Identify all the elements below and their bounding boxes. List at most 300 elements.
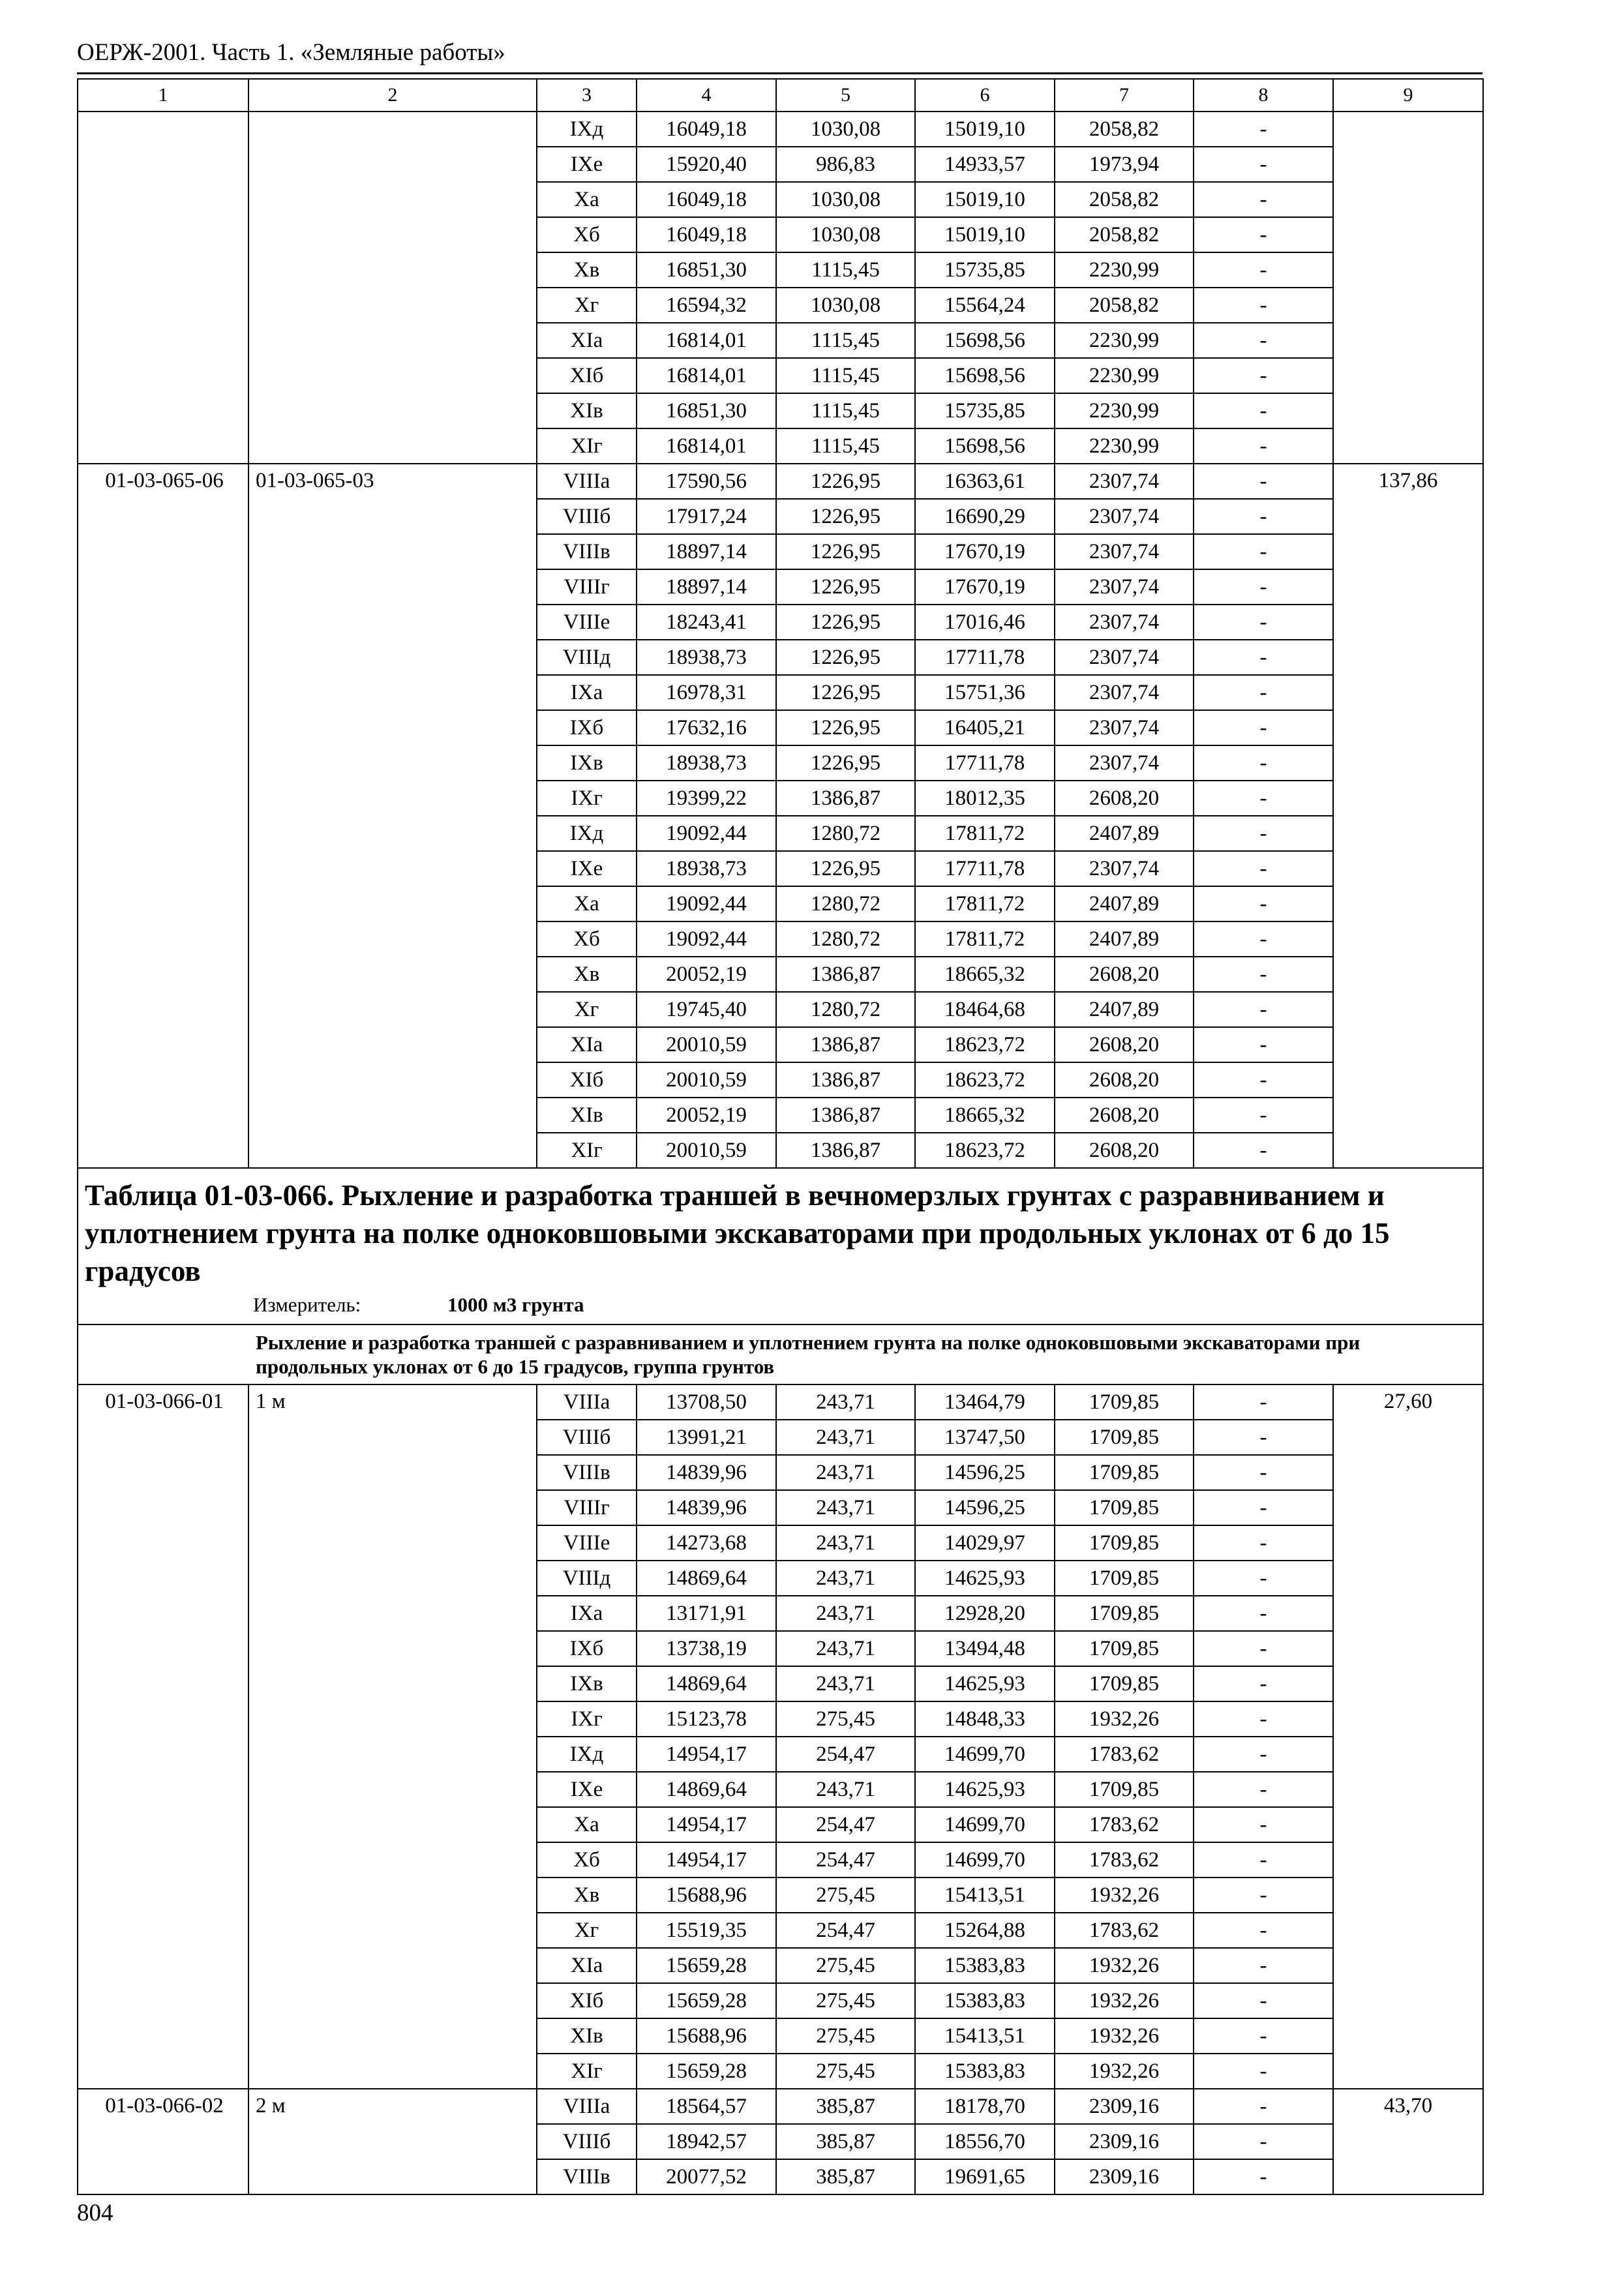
cell-labor-wages: 1226,95 xyxy=(776,499,915,534)
cell-operator-wages: 2058,82 xyxy=(1055,288,1194,323)
cell-name: 2 м xyxy=(248,2089,537,2194)
cell-operator-wages: 1709,85 xyxy=(1055,1631,1194,1666)
cell-labor-wages: 1386,87 xyxy=(776,1098,915,1133)
cell-operator-wages: 2307,74 xyxy=(1055,640,1194,675)
cell-operator-wages: 1709,85 xyxy=(1055,1772,1194,1807)
cell-labor-wages: 243,71 xyxy=(776,1596,915,1631)
cell-labor-wages: 243,71 xyxy=(776,1772,915,1807)
cell-operator-wages: 1932,26 xyxy=(1055,1983,1194,2018)
cell-operator-wages: 2058,82 xyxy=(1055,182,1194,217)
cell-soil-group: IXе xyxy=(537,147,637,182)
cell-operator-wages: 2307,74 xyxy=(1055,745,1194,781)
cell-code: 01-03-066-01 xyxy=(78,1384,248,2089)
cell-operator-wages: 1709,85 xyxy=(1055,1525,1194,1561)
cell-soil-group: XIв xyxy=(537,2018,637,2054)
cell-soil-group: IXб xyxy=(537,1631,637,1666)
cell-operator-wages: 2608,20 xyxy=(1055,1027,1194,1062)
cell-materials: - xyxy=(1194,1983,1333,2018)
table-title-row xyxy=(78,1168,1483,1324)
cell-labor-wages: 1386,87 xyxy=(776,1062,915,1098)
cell-labor-wages: 243,71 xyxy=(776,1490,915,1525)
cell-total-cost: 16814,01 xyxy=(637,428,776,464)
cell-materials: - xyxy=(1194,1913,1333,1948)
cell-materials: - xyxy=(1194,1596,1333,1631)
cell-labor-wages: 1226,95 xyxy=(776,640,915,675)
cell-machine-cost: 14596,25 xyxy=(915,1455,1055,1490)
cell-labor-wages: 1030,08 xyxy=(776,217,915,252)
cell-soil-group: VIIIе xyxy=(537,605,637,640)
cell-machine-cost: 14933,57 xyxy=(915,147,1055,182)
cell-labor-wages: 1280,72 xyxy=(776,992,915,1027)
cell-machine-cost: 17711,78 xyxy=(915,851,1055,886)
cell-labor-wages: 1115,45 xyxy=(776,428,915,464)
unit-line xyxy=(85,1291,1476,1319)
cell-total-cost: 15123,78 xyxy=(637,1701,776,1737)
column-number: 9 xyxy=(1333,79,1483,112)
cell-operator-wages: 1932,26 xyxy=(1055,1878,1194,1913)
cell-labor-wages: 1280,72 xyxy=(776,921,915,957)
cell-operator-wages: 2307,74 xyxy=(1055,851,1194,886)
cell-code: 01-03-066-02 xyxy=(78,2089,248,2194)
cell-name: 1 м xyxy=(248,1384,537,2089)
cell-machine-cost: 15698,56 xyxy=(915,323,1055,358)
cell-machine-cost: 14029,97 xyxy=(915,1525,1055,1561)
cell-labor-wages: 1115,45 xyxy=(776,323,915,358)
cell-operator-wages: 2307,74 xyxy=(1055,464,1194,499)
cell-machine-cost: 18178,70 xyxy=(915,2089,1055,2124)
cell-operator-wages: 2230,99 xyxy=(1055,393,1194,428)
cell-materials: - xyxy=(1194,1455,1333,1490)
cell-soil-group: VIIIд xyxy=(537,640,637,675)
cell-machine-cost: 18464,68 xyxy=(915,992,1055,1027)
cell-total-cost: 15519,35 xyxy=(637,1913,776,1948)
cell-materials: - xyxy=(1194,147,1333,182)
cell-labor-hours xyxy=(1333,112,1483,464)
cell-total-cost: 14273,68 xyxy=(637,1525,776,1561)
cell-operator-wages: 1973,94 xyxy=(1055,147,1194,182)
cell-materials: - xyxy=(1194,2124,1333,2159)
cell-soil-group: XIг xyxy=(537,428,637,464)
cell-materials: - xyxy=(1194,2054,1333,2089)
cell-labor-wages: 1226,95 xyxy=(776,605,915,640)
cell-materials: - xyxy=(1194,1878,1333,1913)
cell-soil-group: VIIIа xyxy=(537,1384,637,1420)
cell-materials: - xyxy=(1194,1098,1333,1133)
cell-machine-cost: 18012,35 xyxy=(915,781,1055,816)
cell-materials: - xyxy=(1194,428,1333,464)
cell-machine-cost: 18623,72 xyxy=(915,1133,1055,1168)
cell-total-cost: 14954,17 xyxy=(637,1737,776,1772)
cell-total-cost: 13708,50 xyxy=(637,1384,776,1420)
cell-labor-wages: 243,71 xyxy=(776,1455,915,1490)
cell-labor-wages: 1386,87 xyxy=(776,1133,915,1168)
cell-soil-group: VIIIд xyxy=(537,1561,637,1596)
cell-labor-hours: 43,70 xyxy=(1333,2089,1483,2194)
cell-labor-wages: 1115,45 xyxy=(776,358,915,393)
cell-labor-wages: 1226,95 xyxy=(776,745,915,781)
cell-total-cost: 15659,28 xyxy=(637,1983,776,2018)
cell-operator-wages: 1709,85 xyxy=(1055,1455,1194,1490)
cell-materials: - xyxy=(1194,2089,1333,2124)
cell-total-cost: 20052,19 xyxy=(637,1098,776,1133)
table-title: Таблица 01-03-066. Рыхление и разработка траншей в вечномерзлых грунтах с разравниванием и уплотнением грунта на полке одноковшовыми экскаваторами при продольных уклонах от 6 до 15 градусов xyxy=(85,1179,1390,1287)
cell-soil-group: Xб xyxy=(537,921,637,957)
cell-machine-cost: 18556,70 xyxy=(915,2124,1055,2159)
cell-machine-cost: 14625,93 xyxy=(915,1772,1055,1807)
cell-soil-group: IXв xyxy=(537,1666,637,1701)
cell-labor-wages: 1226,95 xyxy=(776,710,915,745)
cell-operator-wages: 2230,99 xyxy=(1055,428,1194,464)
cell-labor-wages: 1030,08 xyxy=(776,182,915,217)
cell-labor-wages: 275,45 xyxy=(776,1948,915,1983)
cell-soil-group: VIIIб xyxy=(537,499,637,534)
cell-soil-group: IXг xyxy=(537,1701,637,1737)
cell-materials: - xyxy=(1194,1384,1333,1420)
column-number: 5 xyxy=(776,79,915,112)
cell-machine-cost: 15264,88 xyxy=(915,1913,1055,1948)
cell-total-cost: 20010,59 xyxy=(637,1062,776,1098)
cell-operator-wages: 2307,74 xyxy=(1055,569,1194,605)
cell-name xyxy=(248,112,537,464)
cell-machine-cost: 15019,10 xyxy=(915,112,1055,147)
cell-total-cost: 14869,64 xyxy=(637,1561,776,1596)
cell-machine-cost: 17811,72 xyxy=(915,886,1055,921)
cell-soil-group: IXе xyxy=(537,1772,637,1807)
cell-operator-wages: 2058,82 xyxy=(1055,217,1194,252)
cell-operator-wages: 2309,16 xyxy=(1055,2159,1194,2194)
cell-labor-wages: 1226,95 xyxy=(776,851,915,886)
cell-soil-group: Xа xyxy=(537,886,637,921)
cell-machine-cost: 14625,93 xyxy=(915,1561,1055,1596)
rates-table xyxy=(77,78,1484,2195)
cell-materials: - xyxy=(1194,1842,1333,1878)
cell-machine-cost: 15019,10 xyxy=(915,217,1055,252)
cell-materials: - xyxy=(1194,393,1333,428)
column-number: 6 xyxy=(915,79,1055,112)
cell-total-cost: 13171,91 xyxy=(637,1596,776,1631)
cell-total-cost: 16814,01 xyxy=(637,323,776,358)
cell-machine-cost: 14699,70 xyxy=(915,1807,1055,1842)
cell-labor-wages: 275,45 xyxy=(776,1701,915,1737)
cell-machine-cost: 13747,50 xyxy=(915,1420,1055,1455)
cell-materials: - xyxy=(1194,288,1333,323)
cell-materials: - xyxy=(1194,1027,1333,1062)
cell-operator-wages: 1709,85 xyxy=(1055,1596,1194,1631)
cell-machine-cost: 19691,65 xyxy=(915,2159,1055,2194)
cell-machine-cost: 15735,85 xyxy=(915,393,1055,428)
cell-soil-group: Xб xyxy=(537,217,637,252)
cell-soil-group: XIв xyxy=(537,1098,637,1133)
cell-soil-group: IXг xyxy=(537,781,637,816)
cell-total-cost: 16978,31 xyxy=(637,675,776,710)
cell-operator-wages: 1932,26 xyxy=(1055,2054,1194,2089)
cell-materials: - xyxy=(1194,1737,1333,1772)
cell-machine-cost: 15383,83 xyxy=(915,1948,1055,1983)
cell-materials: - xyxy=(1194,1772,1333,1807)
cell-labor-wages: 385,87 xyxy=(776,2159,915,2194)
cell-operator-wages: 2230,99 xyxy=(1055,323,1194,358)
column-number-row xyxy=(78,79,1483,112)
cell-labor-wages: 243,71 xyxy=(776,1666,915,1701)
cell-operator-wages: 2407,89 xyxy=(1055,886,1194,921)
cell-operator-wages: 2407,89 xyxy=(1055,992,1194,1027)
cell-operator-wages: 1783,62 xyxy=(1055,1737,1194,1772)
cell-machine-cost: 17811,72 xyxy=(915,816,1055,851)
column-number: 3 xyxy=(537,79,637,112)
cell-materials: - xyxy=(1194,1525,1333,1561)
cell-machine-cost: 14848,33 xyxy=(915,1701,1055,1737)
cell-soil-group: IXв xyxy=(537,745,637,781)
cell-total-cost: 16851,30 xyxy=(637,252,776,288)
cell-materials: - xyxy=(1194,182,1333,217)
cell-operator-wages: 2608,20 xyxy=(1055,781,1194,816)
cell-operator-wages: 2307,74 xyxy=(1055,675,1194,710)
cell-soil-group: XIг xyxy=(537,2054,637,2089)
cell-machine-cost: 15383,83 xyxy=(915,1983,1055,2018)
cell-materials: - xyxy=(1194,112,1333,147)
cell-code xyxy=(78,112,248,464)
cell-soil-group: VIIIб xyxy=(537,1420,637,1455)
cell-soil-group: Xв xyxy=(537,252,637,288)
cell-machine-cost: 14596,25 xyxy=(915,1490,1055,1525)
cell-labor-wages: 275,45 xyxy=(776,1878,915,1913)
cell-operator-wages: 2307,74 xyxy=(1055,499,1194,534)
cell-materials: - xyxy=(1194,534,1333,569)
cell-total-cost: 18938,73 xyxy=(637,640,776,675)
cell-materials: - xyxy=(1194,252,1333,288)
cell-operator-wages: 1709,85 xyxy=(1055,1384,1194,1420)
cell-operator-wages: 2608,20 xyxy=(1055,1098,1194,1133)
rates-table-body xyxy=(78,79,1483,2194)
cell-total-cost: 18938,73 xyxy=(637,745,776,781)
cell-materials: - xyxy=(1194,710,1333,745)
cell-soil-group: VIIIг xyxy=(537,1490,637,1525)
cell-labor-wages: 254,47 xyxy=(776,1807,915,1842)
cell-total-cost: 16049,18 xyxy=(637,182,776,217)
cell-total-cost: 14839,96 xyxy=(637,1455,776,1490)
cell-soil-group: IXа xyxy=(537,1596,637,1631)
cell-machine-cost: 14625,93 xyxy=(915,1666,1055,1701)
cell-labor-wages: 1226,95 xyxy=(776,569,915,605)
cell-labor-wages: 254,47 xyxy=(776,1737,915,1772)
cell-labor-wages: 1115,45 xyxy=(776,393,915,428)
cell-operator-wages: 2307,74 xyxy=(1055,710,1194,745)
cell-labor-wages: 243,71 xyxy=(776,1420,915,1455)
cell-machine-cost: 18623,72 xyxy=(915,1062,1055,1098)
cell-total-cost: 16049,18 xyxy=(637,112,776,147)
cell-total-cost: 16814,01 xyxy=(637,358,776,393)
cell-total-cost: 15659,28 xyxy=(637,2054,776,2089)
cell-total-cost: 13738,19 xyxy=(637,1631,776,1666)
cell-total-cost: 18243,41 xyxy=(637,605,776,640)
page-header: ОЕРЖ-2001. Часть 1. «Земляные работы» xyxy=(77,39,505,66)
cell-machine-cost: 13494,48 xyxy=(915,1631,1055,1666)
cell-materials: - xyxy=(1194,1666,1333,1701)
cell-operator-wages: 2608,20 xyxy=(1055,1062,1194,1098)
cell-labor-wages: 1386,87 xyxy=(776,781,915,816)
cell-total-cost: 17632,16 xyxy=(637,710,776,745)
cell-operator-wages: 1932,26 xyxy=(1055,1701,1194,1737)
cell-total-cost: 19745,40 xyxy=(637,992,776,1027)
cell-labor-wages: 254,47 xyxy=(776,1913,915,1948)
cell-machine-cost: 15735,85 xyxy=(915,252,1055,288)
cell-machine-cost: 15383,83 xyxy=(915,2054,1055,2089)
cell-labor-wages: 243,71 xyxy=(776,1631,915,1666)
cell-soil-group: XIв xyxy=(537,393,637,428)
table-row xyxy=(78,1384,1483,1420)
cell-materials: - xyxy=(1194,640,1333,675)
cell-soil-group: IXе xyxy=(537,851,637,886)
cell-operator-wages: 2058,82 xyxy=(1055,112,1194,147)
column-number: 7 xyxy=(1055,79,1194,112)
cell-soil-group: XIб xyxy=(537,1983,637,2018)
cell-materials: - xyxy=(1194,1133,1333,1168)
cell-operator-wages: 2309,16 xyxy=(1055,2089,1194,2124)
cell-labor-wages: 385,87 xyxy=(776,2124,915,2159)
cell-labor-wages: 986,83 xyxy=(776,147,915,182)
cell-machine-cost: 13464,79 xyxy=(915,1384,1055,1420)
cell-soil-group: VIIIб xyxy=(537,2124,637,2159)
cell-materials: - xyxy=(1194,217,1333,252)
cell-materials: - xyxy=(1194,851,1333,886)
cell-labor-wages: 243,71 xyxy=(776,1561,915,1596)
cell-operator-wages: 2407,89 xyxy=(1055,816,1194,851)
cell-labor-wages: 243,71 xyxy=(776,1384,915,1420)
cell-machine-cost: 18665,32 xyxy=(915,1098,1055,1133)
cell-total-cost: 14954,17 xyxy=(637,1807,776,1842)
cell-machine-cost: 15413,51 xyxy=(915,2018,1055,2054)
cell-materials: - xyxy=(1194,1631,1333,1666)
cell-soil-group: Xг xyxy=(537,288,637,323)
cell-soil-group: XIа xyxy=(537,323,637,358)
cell-materials: - xyxy=(1194,605,1333,640)
cell-total-cost: 20010,59 xyxy=(637,1133,776,1168)
table-title-cell xyxy=(78,1168,1483,1324)
cell-total-cost: 16049,18 xyxy=(637,217,776,252)
cell-total-cost: 16851,30 xyxy=(637,393,776,428)
cell-operator-wages: 2307,74 xyxy=(1055,605,1194,640)
unit-value: 1000 м3 грунта xyxy=(447,1293,584,1316)
cell-materials: - xyxy=(1194,569,1333,605)
cell-operator-wages: 1932,26 xyxy=(1055,2018,1194,2054)
subheading-text: Рыхление и разработка траншей с разравниванием и уплотнением грунта на полке одноковшовыми экскаваторами при продольных уклонах от 6 до 15 градусов, группа грунтов xyxy=(256,1331,1361,1378)
cell-materials: - xyxy=(1194,921,1333,957)
cell-total-cost: 18564,57 xyxy=(637,2089,776,2124)
cell-soil-group: Xг xyxy=(537,1913,637,1948)
cell-materials: - xyxy=(1194,2018,1333,2054)
cell-labor-hours: 137,86 xyxy=(1333,464,1483,1168)
cell-machine-cost: 15698,56 xyxy=(915,358,1055,393)
cell-materials: - xyxy=(1194,358,1333,393)
cell-total-cost: 19092,44 xyxy=(637,886,776,921)
cell-code: 01-03-065-06 xyxy=(78,464,248,1168)
table-row xyxy=(78,464,1483,499)
cell-labor-wages: 275,45 xyxy=(776,1983,915,2018)
cell-operator-wages: 2608,20 xyxy=(1055,957,1194,992)
cell-total-cost: 20010,59 xyxy=(637,1027,776,1062)
cell-machine-cost: 16363,61 xyxy=(915,464,1055,499)
subheading-cell xyxy=(78,1324,1483,1384)
cell-soil-group: VIIIг xyxy=(537,569,637,605)
cell-labor-hours: 27,60 xyxy=(1333,1384,1483,2089)
cell-soil-group: Xб xyxy=(537,1842,637,1878)
cell-materials: - xyxy=(1194,957,1333,992)
cell-operator-wages: 1783,62 xyxy=(1055,1842,1194,1878)
cell-machine-cost: 18623,72 xyxy=(915,1027,1055,1062)
cell-operator-wages: 1709,85 xyxy=(1055,1490,1194,1525)
cell-total-cost: 15659,28 xyxy=(637,1948,776,1983)
cell-labor-wages: 1386,87 xyxy=(776,957,915,992)
cell-labor-wages: 1030,08 xyxy=(776,112,915,147)
cell-total-cost: 18897,14 xyxy=(637,534,776,569)
cell-labor-wages: 1280,72 xyxy=(776,886,915,921)
cell-soil-group: VIIIа xyxy=(537,464,637,499)
cell-materials: - xyxy=(1194,464,1333,499)
cell-soil-group: VIIIв xyxy=(537,2159,637,2194)
cell-machine-cost: 15564,24 xyxy=(915,288,1055,323)
cell-operator-wages: 2230,99 xyxy=(1055,358,1194,393)
cell-soil-group: IXд xyxy=(537,1737,637,1772)
cell-total-cost: 18938,73 xyxy=(637,851,776,886)
cell-soil-group: XIа xyxy=(537,1027,637,1062)
cell-labor-wages: 1386,87 xyxy=(776,1027,915,1062)
cell-soil-group: VIIIв xyxy=(537,1455,637,1490)
cell-total-cost: 19092,44 xyxy=(637,921,776,957)
cell-soil-group: IXд xyxy=(537,112,637,147)
cell-materials: - xyxy=(1194,816,1333,851)
cell-soil-group: Xв xyxy=(537,957,637,992)
cell-total-cost: 15688,96 xyxy=(637,2018,776,2054)
cell-operator-wages: 1709,85 xyxy=(1055,1666,1194,1701)
cell-total-cost: 17590,56 xyxy=(637,464,776,499)
cell-machine-cost: 17811,72 xyxy=(915,921,1055,957)
cell-materials: - xyxy=(1194,1807,1333,1842)
cell-operator-wages: 1932,26 xyxy=(1055,1948,1194,1983)
column-number: 8 xyxy=(1194,79,1333,112)
cell-soil-group: Xа xyxy=(537,1807,637,1842)
unit-label: Измеритель: xyxy=(253,1293,361,1316)
cell-total-cost: 19092,44 xyxy=(637,816,776,851)
header-rule xyxy=(77,72,1482,74)
cell-materials: - xyxy=(1194,1561,1333,1596)
cell-soil-group: IXб xyxy=(537,710,637,745)
cell-machine-cost: 17016,46 xyxy=(915,605,1055,640)
cell-machine-cost: 17670,19 xyxy=(915,534,1055,569)
cell-total-cost: 17917,24 xyxy=(637,499,776,534)
cell-materials: - xyxy=(1194,499,1333,534)
cell-operator-wages: 1709,85 xyxy=(1055,1420,1194,1455)
cell-soil-group: Xа xyxy=(537,182,637,217)
table-row xyxy=(78,112,1483,147)
cell-operator-wages: 1709,85 xyxy=(1055,1561,1194,1596)
cell-labor-wages: 385,87 xyxy=(776,2089,915,2124)
cell-total-cost: 15688,96 xyxy=(637,1878,776,1913)
cell-machine-cost: 14699,70 xyxy=(915,1737,1055,1772)
cell-machine-cost: 15751,36 xyxy=(915,675,1055,710)
cell-materials: - xyxy=(1194,1948,1333,1983)
cell-materials: - xyxy=(1194,745,1333,781)
cell-total-cost: 14954,17 xyxy=(637,1842,776,1878)
cell-operator-wages: 2230,99 xyxy=(1055,252,1194,288)
cell-machine-cost: 16405,21 xyxy=(915,710,1055,745)
cell-soil-group: Xв xyxy=(537,1878,637,1913)
cell-total-cost: 15920,40 xyxy=(637,147,776,182)
cell-total-cost: 18897,14 xyxy=(637,569,776,605)
cell-soil-group: Xг xyxy=(537,992,637,1027)
cell-total-cost: 19399,22 xyxy=(637,781,776,816)
cell-materials: - xyxy=(1194,1490,1333,1525)
cell-labor-wages: 1226,95 xyxy=(776,675,915,710)
